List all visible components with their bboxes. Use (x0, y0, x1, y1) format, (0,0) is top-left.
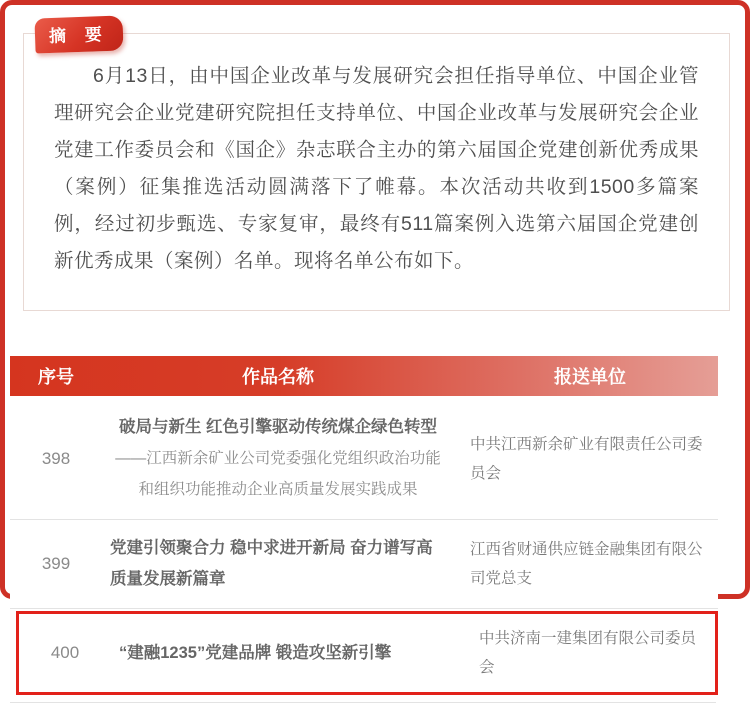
table-header-no: 序号 (38, 367, 74, 387)
work-title: 党建引领聚合力 稳中求进开新局 奋力谱写高质量发展新篇章 (110, 539, 433, 588)
row-number: 398 (41, 448, 71, 468)
submitting-unit: 中共江西新余矿业有限责任公司委员会 (470, 435, 703, 482)
table-row (10, 520, 718, 609)
results-table (10, 356, 718, 703)
table-header-work-name: 作品名称 (242, 367, 314, 387)
submitting-unit: 中共济南一建集团有限公司委员会 (479, 630, 697, 676)
work-name-cell (102, 412, 454, 505)
abstract-box (23, 33, 730, 311)
abstract-section (23, 24, 730, 311)
table-header-unit: 报送单位 (554, 367, 626, 387)
abstract-badge: 摘 要 (34, 15, 123, 53)
table-header-row (10, 356, 718, 396)
work-name-cell (111, 638, 463, 669)
table-row (10, 400, 718, 520)
row-number: 400 (50, 643, 80, 662)
submitting-unit: 江西省财通供应链金融集团有限公司党总支 (470, 541, 703, 587)
table-bottom-divider (10, 695, 716, 703)
work-title: “建融1235”党建品牌 锻造攻坚新引擎 (119, 643, 392, 662)
work-name-cell (102, 533, 454, 595)
row-number: 399 (41, 554, 71, 573)
table-row-highlighted (16, 611, 718, 695)
abstract-paragraph: 6月13日，由中国企业改革与发展研究会担任指导单位、中国企业管理研究会企业党建研究院担任支持单位、中国企业改革与发展研究会企业党建工作委员会和《国企》杂志联合主办的第六届国企党建创新优秀成果（案例）征集推选活动圆满落下了帷幕。本次活动共收到1500多篇案例，经过初步甄选、专家复审，最终有511篇案例入选第六届国企党建创新优秀成果（案例）名单。现将名单公布如下。 (54, 65, 699, 272)
work-subtitle: ——江西新余矿业公司党委强化党组织政治功能和组织功能推动企业高质量发展实践成果 (115, 450, 441, 498)
work-title: 破局与新生 红色引擎驱动传统煤企绿色转型 (118, 418, 438, 436)
